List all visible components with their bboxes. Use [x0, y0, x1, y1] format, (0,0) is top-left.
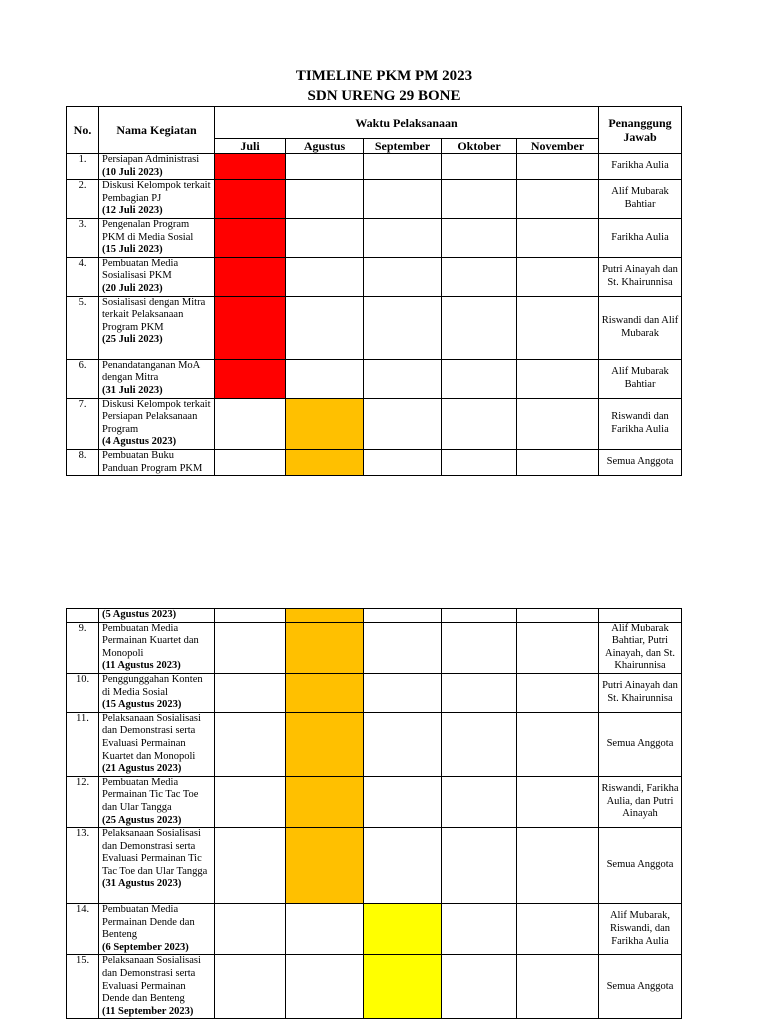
- timeline-empty-cell: [286, 955, 364, 1019]
- person-in-charge: Riswandi, Farikha Aulia, dan Putri Ainayah: [599, 776, 682, 827]
- timeline-empty-cell: [364, 609, 442, 623]
- row-number: 10.: [67, 673, 99, 712]
- timeline-empty-cell: [517, 398, 599, 449]
- timeline-empty-cell: [286, 359, 364, 398]
- table-row: [67, 449, 682, 475]
- table-row: [67, 955, 682, 1019]
- person-in-charge: Farikha Aulia: [599, 218, 682, 257]
- timeline-empty-cell: [442, 257, 517, 296]
- activity-name: Penandatanganan MoA dengan Mitra: [102, 359, 200, 384]
- activity-date: (15 Agustus 2023): [102, 699, 182, 711]
- timeline-empty-cell: [215, 712, 286, 776]
- person-in-charge: Alif Mubarak, Riswandi, dan Farikha Aulia: [599, 904, 682, 955]
- timeline-bar-cell: [286, 398, 364, 449]
- activity-date: (5 Agustus 2023): [102, 609, 177, 620]
- timeline-empty-cell: [215, 955, 286, 1019]
- timeline-empty-cell: [517, 673, 599, 712]
- timeline-bar-cell: [364, 904, 442, 955]
- timeline-empty-cell: [442, 296, 517, 359]
- row-number: 4.: [67, 257, 99, 296]
- row-number: 3.: [67, 218, 99, 257]
- activity-name: Pengenalan Program PKM di Media Sosial: [102, 218, 194, 243]
- table-row: [67, 712, 682, 776]
- header-pj: Penanggung Jawab: [599, 107, 682, 154]
- table-row: [67, 296, 682, 359]
- header-activity: Nama Kegiatan: [99, 107, 215, 154]
- activity-cell: [99, 776, 215, 827]
- row-number: 15.: [67, 955, 99, 1019]
- timeline-empty-cell: [517, 257, 599, 296]
- person-in-charge: Semua Anggota: [599, 449, 682, 475]
- activity-cell: [99, 154, 215, 180]
- activity-name: Pembuatan Media Permainan Kuartet dan Monopoli: [102, 622, 199, 659]
- document-title: TIMELINE PKM PM 2023: [295, 68, 473, 84]
- timeline-empty-cell: [517, 180, 599, 219]
- timeline-bar-cell: [364, 955, 442, 1019]
- header-month-september: September: [364, 139, 442, 154]
- activity-date: (11 September 2023): [102, 1005, 194, 1017]
- header-month-oktober: Oktober: [442, 139, 517, 154]
- table-row: [67, 609, 682, 623]
- activity-cell: [99, 955, 215, 1019]
- row-number: 11.: [67, 712, 99, 776]
- activity-name: Pembuatan Buku Panduan Program PKM: [102, 449, 203, 474]
- timeline-empty-cell: [364, 180, 442, 219]
- timeline-empty-cell: [517, 776, 599, 827]
- activity-cell: [99, 257, 215, 296]
- person-in-charge: Putri Ainayah dan St. Khairunnisa: [599, 257, 682, 296]
- activity-date: (31 Agustus 2023): [102, 878, 182, 890]
- timeline-empty-cell: [442, 180, 517, 219]
- row-number: 2.: [67, 180, 99, 219]
- activity-date: (25 Agustus 2023): [102, 814, 182, 826]
- timeline-empty-cell: [442, 776, 517, 827]
- table-row: [67, 218, 682, 257]
- timeline-empty-cell: [286, 904, 364, 955]
- timeline-empty-cell: [442, 609, 517, 623]
- timeline-bar-cell: [215, 359, 286, 398]
- row-number: 14.: [67, 904, 99, 955]
- timeline-empty-cell: [286, 180, 364, 219]
- timeline-empty-cell: [517, 609, 599, 623]
- activity-cell: [99, 609, 215, 623]
- activity-cell: [99, 904, 215, 955]
- timeline-empty-cell: [364, 398, 442, 449]
- timeline-empty-cell: [442, 673, 517, 712]
- person-in-charge: Alif Mubarak Bahtiar: [599, 180, 682, 219]
- activity-date: (12 Juli 2023): [102, 205, 163, 217]
- row-number: 9.: [67, 622, 99, 673]
- timeline-bar-cell: [286, 609, 364, 623]
- person-in-charge: Putri Ainayah dan St. Khairunnisa: [599, 673, 682, 712]
- activity-name: Pembuatan Media Sosialisasi PKM: [102, 257, 179, 282]
- person-in-charge: Riswandi dan Farikha Aulia: [599, 398, 682, 449]
- row-number: 12.: [67, 776, 99, 827]
- activity-name: Pelaksanaan Sosialisasi dan Demonstrasi serta Evaluasi Permainan Tic Tac Toe dan Ular Tangga: [102, 828, 208, 877]
- timeline-empty-cell: [442, 154, 517, 180]
- activity-date: (10 Juli 2023): [102, 166, 163, 178]
- timeline-empty-cell: [286, 218, 364, 257]
- activity-date: (31 Juli 2023): [102, 384, 163, 396]
- activity-date: (20 Juli 2023): [102, 282, 163, 294]
- row-number: 6.: [67, 359, 99, 398]
- person-in-charge: Semua Anggota: [599, 712, 682, 776]
- timeline-empty-cell: [442, 622, 517, 673]
- timeline-empty-cell: [364, 154, 442, 180]
- activity-name: Penggunggahan Konten di Media Sosial: [102, 673, 203, 698]
- timeline-empty-cell: [517, 904, 599, 955]
- activity-name: Sosialisasi dengan Mitra terkait Pelaksanaan Program PKM: [102, 296, 206, 333]
- timeline-empty-cell: [517, 359, 599, 398]
- activity-date: (4 Agustus 2023): [102, 436, 177, 448]
- timeline-empty-cell: [364, 828, 442, 904]
- timeline-empty-cell: [517, 449, 599, 475]
- activity-name: Diskusi Kelompok terkait Persiapan Pelaksanaan Program: [102, 398, 211, 435]
- timeline-empty-cell: [442, 398, 517, 449]
- row-number: [67, 609, 99, 623]
- row-number: 8.: [67, 449, 99, 475]
- activity-date: (25 Juli 2023): [102, 334, 163, 346]
- table-row: [67, 398, 682, 449]
- timeline-empty-cell: [442, 359, 517, 398]
- timeline-empty-cell: [364, 673, 442, 712]
- table-row: [67, 904, 682, 955]
- header-time: Waktu Pelaksanaan: [215, 107, 599, 139]
- timeline-empty-cell: [517, 955, 599, 1019]
- timeline-empty-cell: [364, 712, 442, 776]
- person-in-charge: Semua Anggota: [599, 828, 682, 904]
- timeline-empty-cell: [364, 449, 442, 475]
- activity-date: (11 Agustus 2023): [102, 660, 181, 672]
- timeline-table-page-2: [66, 608, 682, 1019]
- header-month-agustus: Agustus: [286, 139, 364, 154]
- activity-cell: [99, 449, 215, 475]
- timeline-empty-cell: [364, 218, 442, 257]
- timeline-empty-cell: [442, 955, 517, 1019]
- activity-name: Pelaksanaan Sosialisasi dan Demonstrasi serta Evaluasi Permainan Kuartet dan Monopoli: [102, 712, 201, 762]
- timeline-bar-cell: [286, 449, 364, 475]
- activity-cell: [99, 398, 215, 449]
- activity-name: Persiapan Administrasi: [102, 154, 200, 165]
- timeline-empty-cell: [517, 296, 599, 359]
- timeline-bar-cell: [286, 776, 364, 827]
- row-number: 7.: [67, 398, 99, 449]
- timeline-bar-cell: [215, 180, 286, 219]
- timeline-empty-cell: [215, 776, 286, 827]
- timeline-empty-cell: [215, 673, 286, 712]
- activity-cell: [99, 218, 215, 257]
- table-row: [67, 180, 682, 219]
- activity-name: Pelaksanaan Sosialisasi dan Demonstrasi serta Evaluasi Permainan Dende dan Benteng: [102, 955, 201, 1005]
- person-in-charge: Alif Mubarak Bahtiar: [599, 359, 682, 398]
- timeline-empty-cell: [215, 398, 286, 449]
- timeline-empty-cell: [286, 154, 364, 180]
- activity-name: Pembuatan Media Permainan Dende dan Benteng: [102, 904, 195, 941]
- timeline-empty-cell: [215, 828, 286, 904]
- timeline-empty-cell: [442, 712, 517, 776]
- row-number: 13.: [67, 828, 99, 904]
- timeline-empty-cell: [364, 296, 442, 359]
- activity-cell: [99, 180, 215, 219]
- table-row: [67, 776, 682, 827]
- timeline-empty-cell: [442, 828, 517, 904]
- activity-cell: [99, 359, 215, 398]
- table-row: [67, 359, 682, 398]
- activity-date: (6 September 2023): [102, 941, 189, 953]
- timeline-bar-cell: [215, 154, 286, 180]
- timeline-table-page-1: [66, 106, 682, 476]
- timeline-bar-cell: [215, 296, 286, 359]
- activity-cell: [99, 712, 215, 776]
- activity-cell: [99, 622, 215, 673]
- timeline-bar-cell: [215, 257, 286, 296]
- timeline-empty-cell: [442, 449, 517, 475]
- header-no: No.: [67, 107, 99, 154]
- timeline-bar-cell: [286, 673, 364, 712]
- timeline-empty-cell: [517, 218, 599, 257]
- timeline-empty-cell: [286, 257, 364, 296]
- row-number: 5.: [67, 296, 99, 359]
- timeline-bar-cell: [286, 712, 364, 776]
- timeline-empty-cell: [517, 622, 599, 673]
- timeline-empty-cell: [364, 359, 442, 398]
- table-row: [67, 257, 682, 296]
- timeline-empty-cell: [517, 154, 599, 180]
- table-row: [67, 673, 682, 712]
- person-in-charge: [599, 609, 682, 623]
- timeline-empty-cell: [215, 449, 286, 475]
- table-row: [67, 154, 682, 180]
- timeline-empty-cell: [442, 904, 517, 955]
- timeline-empty-cell: [215, 904, 286, 955]
- table-row: [67, 622, 682, 673]
- table-row: [67, 828, 682, 904]
- person-in-charge: Farikha Aulia: [599, 154, 682, 180]
- person-in-charge: Alif Mubarak Bahtiar, Putri Ainayah, dan St. Khairunnisa: [599, 622, 682, 673]
- activity-date: (15 Juli 2023): [102, 244, 163, 256]
- activity-cell: [99, 296, 215, 359]
- timeline-bar-cell: [215, 218, 286, 257]
- timeline-bar-cell: [286, 828, 364, 904]
- timeline-empty-cell: [364, 257, 442, 296]
- timeline-empty-cell: [215, 609, 286, 623]
- activity-cell: [99, 828, 215, 904]
- timeline-empty-cell: [517, 712, 599, 776]
- timeline-empty-cell: [364, 776, 442, 827]
- person-in-charge: Semua Anggota: [599, 955, 682, 1019]
- activity-date: (21 Agustus 2023): [102, 763, 182, 775]
- document-subtitle: SDN URENG 29 BONE: [307, 88, 461, 104]
- header-month-juli: Juli: [215, 139, 286, 154]
- timeline-empty-cell: [286, 296, 364, 359]
- timeline-empty-cell: [364, 622, 442, 673]
- timeline-empty-cell: [442, 218, 517, 257]
- person-in-charge: Riswandi dan Alif Mubarak: [599, 296, 682, 359]
- timeline-empty-cell: [517, 828, 599, 904]
- timeline-empty-cell: [215, 622, 286, 673]
- row-number: 1.: [67, 154, 99, 180]
- activity-cell: [99, 673, 215, 712]
- activity-name: Pembuatan Media Permainan Tic Tac Toe dan Ular Tangga: [102, 776, 199, 813]
- activity-name: Diskusi Kelompok terkait Pembagian PJ: [102, 180, 211, 204]
- timeline-bar-cell: [286, 622, 364, 673]
- header-month-november: November: [517, 139, 599, 154]
